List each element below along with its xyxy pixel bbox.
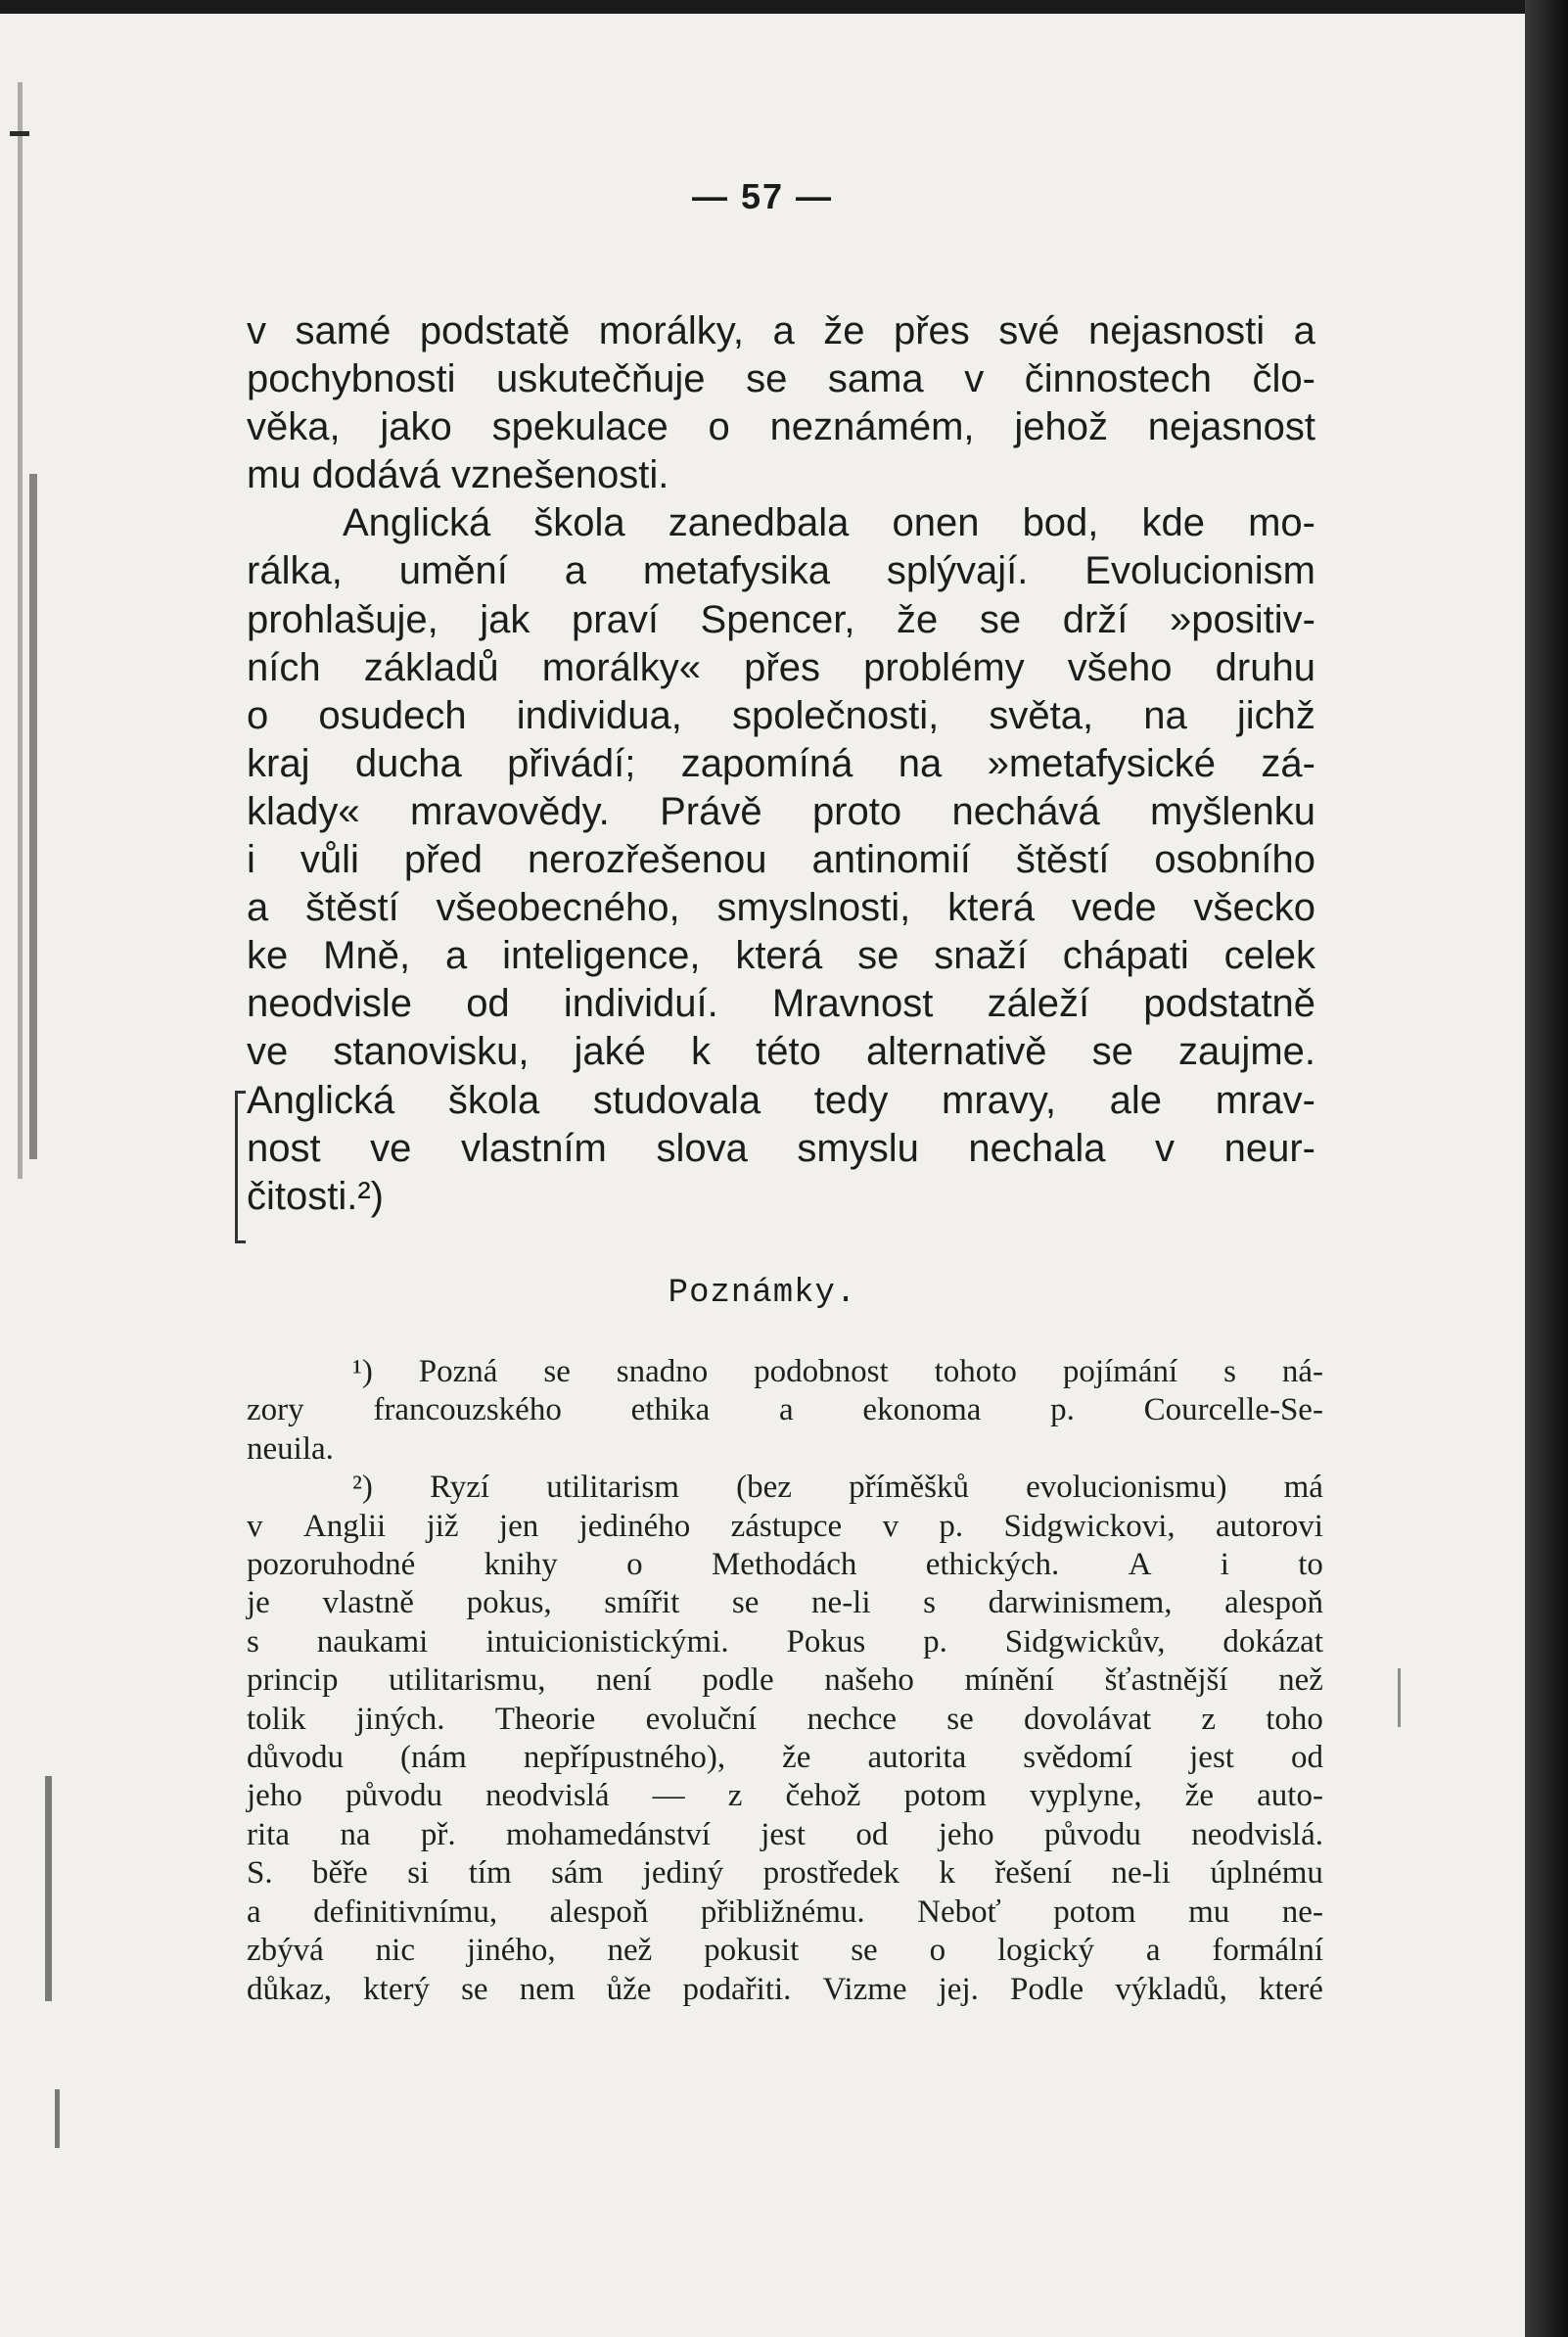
body-line: a štěstí všeobecného, smyslnosti, která vede všecko [247,886,1315,930]
body-line: prohlašuje, jak praví Spencer, že se drží »positiv- [247,597,1315,641]
note-line: princip utilitarismu, není podle našeho mínění šťastnější než [247,1662,1323,1699]
note-line: ¹) Pozná se snadno podobnost tohoto pojímání s ná- [352,1354,1323,1389]
page-number: — 57 — [691,176,834,216]
body-line: věka, jako spekulace o neznámém, jehož nejasnost [247,405,1315,449]
note-line: v Anglii již jen jediného zástupce v p. Sidgwickovi, autorovi [247,1508,1323,1544]
body-line: čitosti.²) [247,1174,384,1218]
body-line: neodvisle od individuí. Mravnost záleží podstatně [247,982,1315,1026]
note-line: zbývá nic jiného, než pokusit se o logický a formální [247,1933,1323,1969]
margin-mark [29,474,37,1159]
body-line: i vůli před nerozřešenou antinomií štěstí osobního [247,838,1315,882]
note-line: pozoruhodné knihy o Methodách ethických. A i to [247,1547,1323,1583]
note-line: důvodu (nám nepřípustného), že autorita svědomí jest od [247,1740,1323,1776]
note-line: důkaz, který se nem ůže podařiti. Vizme jej. Podle výkladů, které [247,1971,1323,2007]
margin-mark [55,2089,60,2148]
body-line: Anglická škola zanedbala onen bod, kde mo- [343,501,1315,545]
note-line: s naukami intuicionistickými. Pokus p. Sidgwickův, dokázat [247,1623,1323,1659]
book-page [0,14,1525,2337]
note-line: ²) Ryzí utilitarism (bez příměšků evolucionismu) má [352,1470,1323,1506]
notes-heading: Poznámky. [668,1275,857,1312]
page-edge-shadow [1525,0,1568,2337]
note-line: a definitivnímu, alespoň přibližnému. Neboť potom mu ne- [247,1893,1323,1930]
margin-mark [18,82,23,1179]
note-line: S. běře si tím sám jediný prostředek k řešení ne-li úplnému [247,1855,1323,1892]
body-line: ve stanovisku, jaké k této alternativě se zaujme. [247,1030,1315,1074]
margin-bracket [235,1091,246,1243]
body-line: ke Mně, a inteligence, která se snaží chápati celek [247,934,1315,978]
body-text [247,307,1315,1221]
note-line: je vlastně pokus, smířit se ne-li s darwinismem, alespoň [247,1585,1323,1621]
body-line: Anglická škola studovala tedy mravy, ale mrav- [247,1078,1315,1122]
body-line: rálka, umění a metafysika splývají. Evolucionism [247,549,1315,593]
body-line: ních základů morálky« přes problémy všeho druhu [247,645,1315,689]
body-line: mu dodává vznešenosti. [247,453,669,497]
note-line: zory francouzského ethika a ekonoma p. Courcelle-Se- [247,1392,1323,1428]
note-line: jeho původu neodvislá — z čehož potom vyplyne, že auto- [247,1778,1323,1814]
body-line: kraj ducha přivádí; zapomíná na »metafysické zá- [247,741,1315,785]
footnotes [247,1353,1323,2009]
body-line: nost ve vlastním slova smyslu nechala v neur- [247,1126,1315,1170]
body-line: pochybnosti uskutečňuje se sama v činnostech člo- [247,357,1315,401]
margin-mark [10,131,29,136]
note-line: tolik jiných. Theorie evoluční nechce se dovolávat z toho [247,1701,1323,1737]
note-line: rita na př. mohamedánství jest od jeho původu neodvislá. [247,1816,1323,1852]
body-line: o osudech individua, společnosti, světa, na jichž [247,693,1315,737]
note-line: neuila. [247,1430,334,1467]
margin-mark [1398,1668,1401,1727]
margin-mark [45,1776,52,2001]
body-line: klady« mravovědy. Právě proto nechává myšlenku [247,789,1315,833]
body-line: v samé podstatě morálky, a že přes své nejasnosti a [247,309,1315,352]
